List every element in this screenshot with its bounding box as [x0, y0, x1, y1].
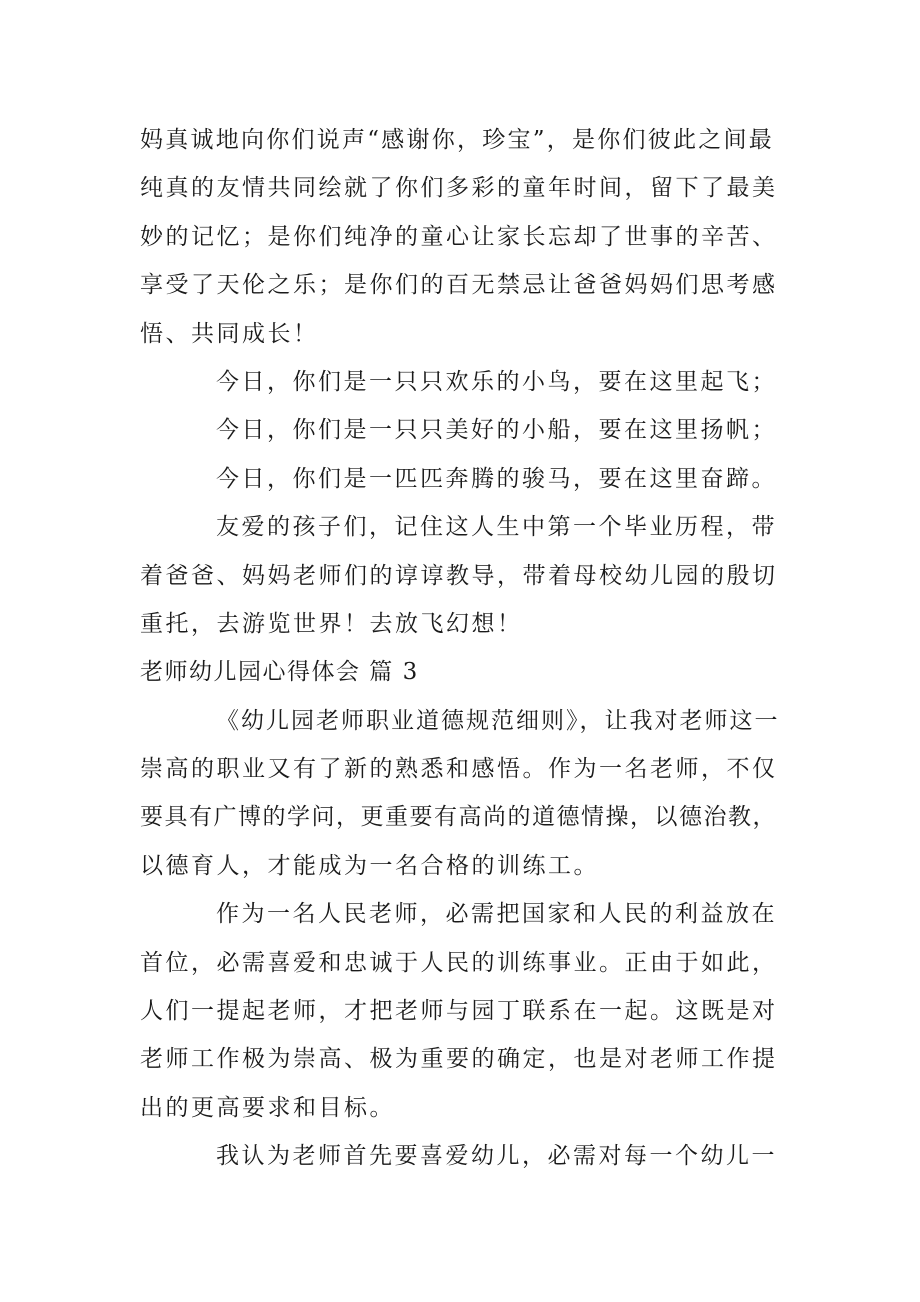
text-line: 今日，你们是一只只美好的小船，要在这里扬帆； — [216, 417, 777, 444]
text-line: 出的更高要求和目标。 — [140, 1094, 395, 1121]
document-body — [140, 116, 780, 1181]
text-line: 以德育人，才能成为一名合格的训练工。 — [140, 852, 599, 879]
text-line: 崇高的职业又有了新的熟悉和感悟。作为一名老师，不仅 — [140, 756, 778, 783]
text-line: 作为一名人民老师，必需把国家和人民的利益放在 — [216, 901, 777, 928]
text-line: 纯真的友情共同绘就了你们多彩的童年时间，留下了最美 — [140, 175, 778, 202]
text-line: 今日，你们是一只只欢乐的小鸟，要在这里起飞； — [216, 368, 777, 395]
text-line: 我认为老师首先要喜爱幼儿，必需对每一个幼儿一 — [216, 1143, 777, 1170]
text-line: 妙的记忆；是你们纯净的童心让家长忘却了世事的辛苦、 — [140, 223, 778, 250]
text-line: 悟、共同成长！ — [140, 320, 319, 347]
text-line: 着爸爸、妈妈老师们的谆谆教导，带着母校幼儿园的殷切 — [140, 562, 778, 589]
text-line: 享受了天伦之乐；是你们的百无禁忌让爸爸妈妈们思考感 — [140, 272, 778, 299]
text-line: 《幼儿园老师职业道德规范细则》，让我对老师这一 — [216, 707, 780, 734]
section-heading: 老师幼儿园心得体会 篇 3 — [140, 659, 419, 686]
text-line: 人们一提起老师，才把老师与园丁联系在一起。这既是对 — [140, 998, 778, 1025]
text-line: 今日，你们是一匹匹奔腾的骏马，要在这里奋蹄。 — [216, 465, 777, 492]
text-line: 妈真诚地向你们说声“感谢你，珍宝”，是你们彼此之间最 — [140, 127, 775, 153]
text-line: 要具有广博的学问，更重要有高尚的道德情操，以德治教， — [140, 804, 777, 831]
text-line: 重托，去游览世界！去放飞幻想！ — [140, 610, 523, 637]
text-line: 友爱的孩子们，记住这人生中第一个毕业历程，带 — [216, 514, 777, 541]
text-line: 老师工作极为崇高、极为重要的确定，也是对老师工作提 — [140, 1046, 778, 1073]
text-line: 首位，必需喜爱和忠诚于人民的训练事业。正由于如此， — [140, 949, 778, 976]
